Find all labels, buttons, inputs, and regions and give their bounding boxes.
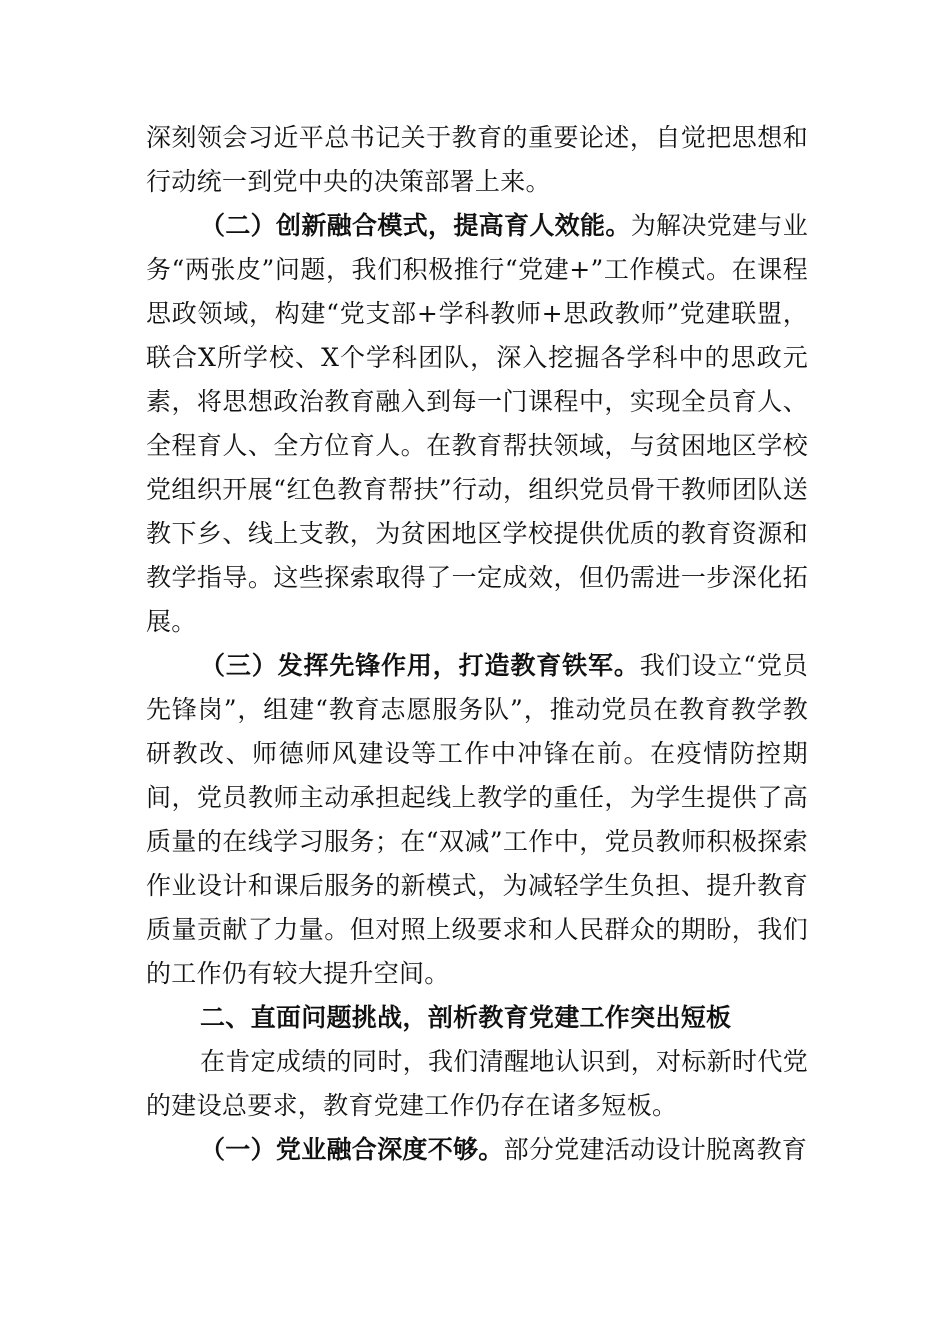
paragraph-text: 部分党建活动设计脱离教育 bbox=[503, 1135, 808, 1164]
paragraph-text: 我们设立“党员先锋岗”，组建“教育志愿服务队”，推动党员在教育教学教研教改、师德师风建设等工作中冲锋在前。在疫情防控期间，党员教师主动承担起线上教学的重任，为学生提供了高质量的在线学习服务；在“双减”工作中，党员教师积极探索作业设计和课后服务的新模式，为减轻学生负担、提升教育质量贡献了力量。但对照上级要求和人民群众的期盼，我们的工作仍有较大提升空间。 bbox=[146, 651, 808, 988]
document-body bbox=[146, 116, 808, 1172]
paragraph-text: 在肯定成绩的同时，我们清醒地认识到，对标新时代党的建设总要求，教育党建工作仍存在诸多短板。 bbox=[146, 1047, 808, 1120]
paragraph-lead: （二）创新融合模式，提高育人效能。 bbox=[200, 211, 631, 240]
paragraph-integration-depth bbox=[146, 1128, 808, 1172]
paragraph-vanguard-role bbox=[146, 644, 808, 996]
paragraph-lead: （一）党业融合深度不够。 bbox=[200, 1135, 504, 1164]
paragraph-text: 深刻领会习近平总书记关于教育的重要论述，自觉把思想和行动统一到党中央的决策部署上来。 bbox=[146, 123, 808, 196]
paragraph-innovation-model bbox=[146, 204, 808, 644]
paragraph-continuation bbox=[146, 116, 808, 204]
paragraph-lead: （三）发挥先锋作用，打造教育铁军。 bbox=[200, 651, 640, 680]
paragraph-intro bbox=[146, 1040, 808, 1128]
paragraph-text: 为解决党建与业务“两张皮”问题，我们积极推行“党建+”工作模式。在课程思政领域，构建“党支部+学科教师+思政教师”党建联盟，联合X所学校、X个学科团队，深入挖掘各学科中的思政元素，将思想政治教育融入到每一门课程中，实现全员育人、全程育人、全方位育人。在教育帮扶领域，与贫困地区学校党组织开展“红色教育帮扶”行动，组织党员骨干教师团队送教下乡、线上支教，为贫困地区学校提供优质的教育资源和教学指导。这些探索取得了一定成效，但仍需进一步深化拓展。 bbox=[146, 211, 808, 636]
section-heading: 二、直面问题挑战，剖析教育党建工作突出短板 bbox=[200, 1003, 732, 1032]
